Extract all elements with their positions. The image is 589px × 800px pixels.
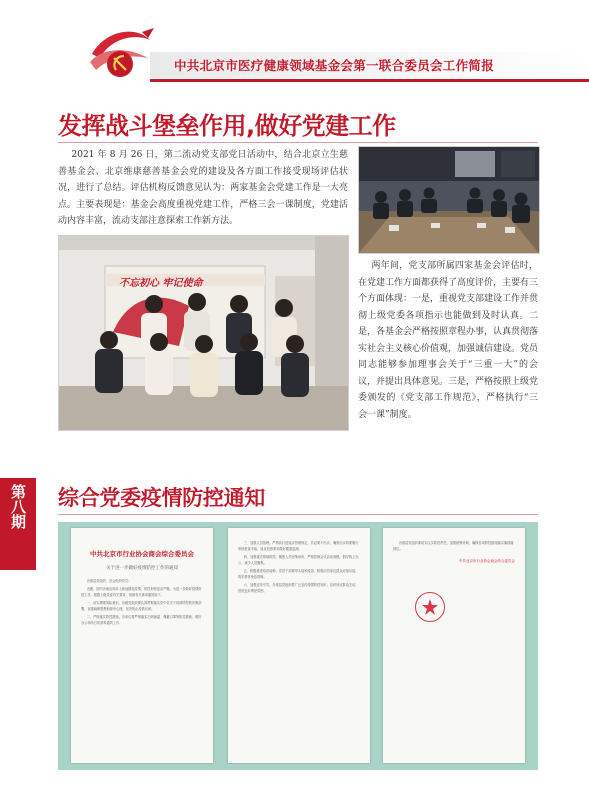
article2-divider bbox=[58, 514, 538, 515]
notice-subtitle: 关于进一步做好疫情防控工作的通知 bbox=[106, 566, 178, 571]
notice-paragraph: 一、切实增强风险意识。各级党组织要认真贯彻落实党中央关于疫情防控的决策部署，克服麻痹思想和侥幸心理，坚决防止疫情反弹。 bbox=[81, 601, 202, 611]
notice-page-1 bbox=[71, 528, 213, 763]
issue-tab bbox=[0, 478, 36, 570]
article1-divider bbox=[58, 142, 538, 143]
notice-paragraph: 三、加强人员管理。严格执行进返京管理规定，非必要不出京，确需出京的要履行审批报备手续，返京后按要求做好健康监测。 bbox=[238, 541, 359, 551]
article1-paragraph-1: 2021 年 8 月 26 日，第二流动党支部党日活动中，结合北京立生慈善基金会、北京维康慈善基金会党的建设及各方面工作接受现场评估状况，进行了总结。评估机构反馈意见认为：两家基金会党建工作是一大亮点。主要表现是：基金会高度重视党建工作，严格三会一课制度，党建活动内容丰富，流动支部注意探索工作新方法。 bbox=[58, 150, 348, 226]
meeting-photo-illustration bbox=[359, 147, 539, 253]
notice-paragraph: 二、严格落实防控措施。各单位要严格落实扫码测温、佩戴口罩等防控措施，做好办公场所日常消毒通风工作。 bbox=[81, 615, 202, 625]
article1-paragraph-2: 两年间，党支部所属四家基金会评估时，在党建工作方面都获得了高度评价，主要有三个方面体现：一是，重视党支部建设工作并贯彻上级党委各项指示也能做到及时认真。二是，各基金会严格按照章程办事，认真贯彻落实社会主义核心价值观，加强诚信建设。党员同志能够参加理事会关于“三重一大”的会议，并提出具体意见。三是，严格按照上级党委颁发的《党支部工作规范》，严格执行“三会一课”制度。 bbox=[358, 261, 538, 420]
notice-org: 中共北京市行业协会商会综合委员会 bbox=[90, 550, 194, 558]
issue-tab-label: 第八期 bbox=[9, 484, 27, 529]
notice-paragraph: 近期，国内多地出现本土新冠肺炎疫情，防控形势复杂严峻。为进一步做好疫情防控工作，根据上级党委有关要求，现就有关事项通知如下。 bbox=[81, 587, 202, 597]
notice-page-3 bbox=[383, 528, 525, 763]
notice-paragraph: 四、加强重点领域防控。聚焦人员密集场所，严格控制会议活动规模，倡导线上办公，减少人员聚集。 bbox=[238, 555, 359, 565]
meeting-photo bbox=[358, 146, 540, 254]
group-photo bbox=[58, 235, 349, 431]
notice-paragraph: 各基层党组织，各会组织党员： bbox=[86, 579, 132, 583]
group-people-illustration bbox=[59, 236, 348, 430]
notice-signature: 中共北京市行业协会商会综合委员会 bbox=[459, 559, 515, 563]
notice-paragraph: 五、积极推进疫苗接种。党员干部要带头接种疫苗，积极动员身边群众应接尽接，筑牢群体免疫屏障。 bbox=[238, 569, 359, 579]
notice-paragraph: 各基层党组织要切实压实防控责任，加强统筹协调，确保各项防控措施落实落细落到位。 bbox=[393, 541, 514, 551]
notice-page-2 bbox=[228, 528, 370, 763]
header-rule bbox=[150, 79, 589, 82]
article2-title: 综合党委疫情防控通知 bbox=[58, 486, 265, 510]
wall-slogan: 不忘初心 牢记使命 bbox=[119, 278, 203, 289]
article1-title: 发挥战斗堡垒作用,做好党建工作 bbox=[58, 112, 396, 140]
notice-paragraph: 六、加强宣传引导。各基层党组织要广泛宣传疫情防控知识，及时回应群众关切，营造良好舆论氛围。 bbox=[238, 583, 359, 593]
official-seal-icon bbox=[415, 592, 445, 622]
header-title: 中共北京市医疗健康领域基金会第一联合委员会工作简报 bbox=[174, 58, 495, 73]
